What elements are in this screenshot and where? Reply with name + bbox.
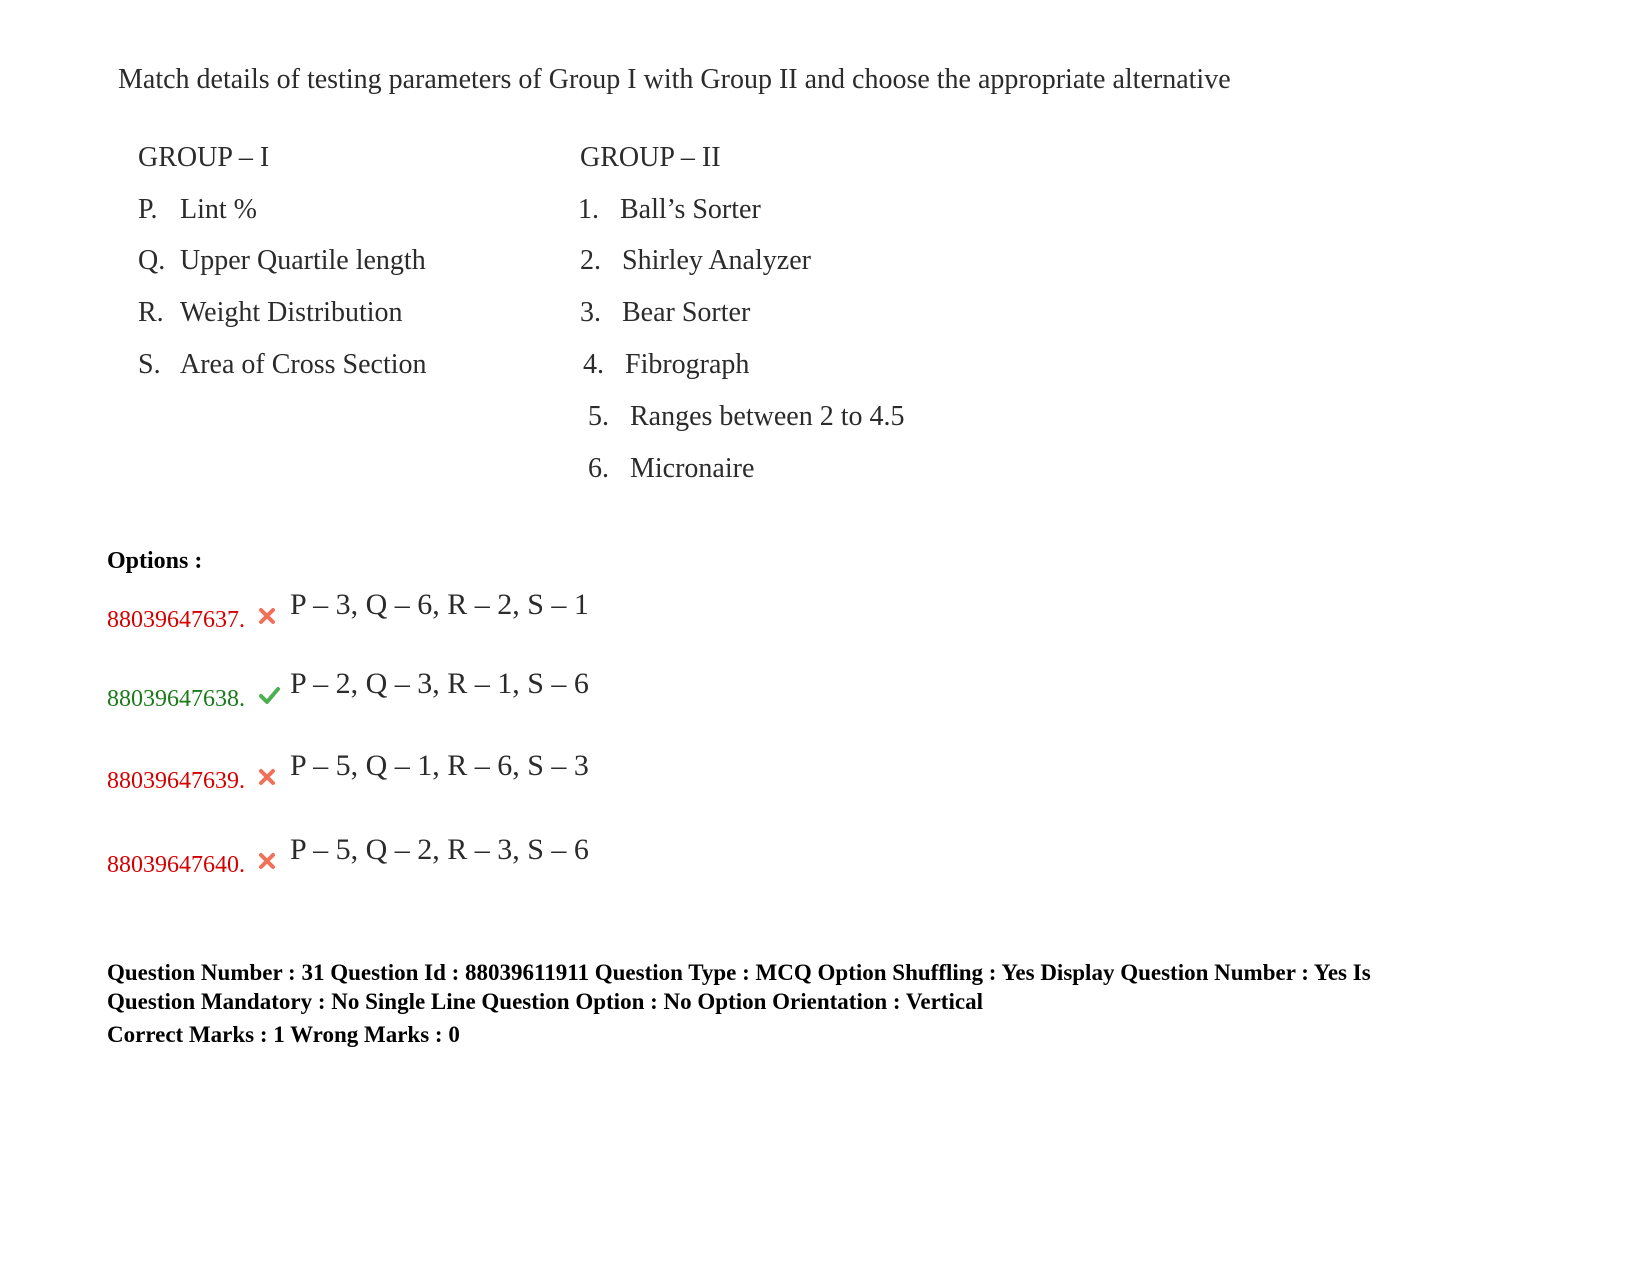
group1-item: R. Weight Distribution [138,297,403,328]
metadata-line: Question Mandatory : No Single Line Question Option : No Option Orientation : Vertical [107,989,983,1014]
option-id: 88039647638. [107,686,245,712]
group2-item: 2. Shirley Analyzer [580,245,811,276]
option-answer: P – 5, Q – 2, R – 3, S – 6 [290,833,589,866]
group2-item: 1. Ball’s Sorter [578,194,761,225]
option-id: 88039647637. [107,607,245,633]
group1-item: S. Area of Cross Section [138,349,427,380]
group1-item: Q. Upper Quartile length [138,245,426,276]
question-prompt: Match details of testing parameters of Group I with Group II and choose the appropriate alternative [118,64,1231,95]
group2-item: 3. Bear Sorter [580,297,751,328]
marks-info: Correct Marks : 1 Wrong Marks : 0 [107,1022,460,1047]
option-answer: P – 3, Q – 6, R – 2, S – 1 [290,588,589,621]
group1-item: P. Lint % [138,194,257,225]
metadata-line: Question Number : 31 Question Id : 88039611911 Question Type : MCQ Option Shuffling : Yes Display Question Number : Yes Is [107,960,1371,985]
cross-icon [257,606,277,626]
group2-heading: GROUP – II [580,142,721,173]
group2-item: 4. Fibrograph [583,349,750,380]
cross-icon [257,851,277,871]
question-metadata [107,958,1557,1016]
group1-heading: GROUP – I [138,142,270,173]
options-label: Options : [107,548,203,574]
option-id: 88039647639. [107,768,245,794]
option-id: 88039647640. [107,852,245,878]
group2-item: 5. Ranges between 2 to 4.5 [588,401,905,432]
group2-item: 6. Micronaire [588,453,755,484]
check-icon [257,685,281,705]
question-image [100,50,1440,510]
option-answer: P – 2, Q – 3, R – 1, S – 6 [290,667,589,700]
cross-icon [257,767,277,787]
option-answer: P – 5, Q – 1, R – 6, S – 3 [290,749,589,782]
